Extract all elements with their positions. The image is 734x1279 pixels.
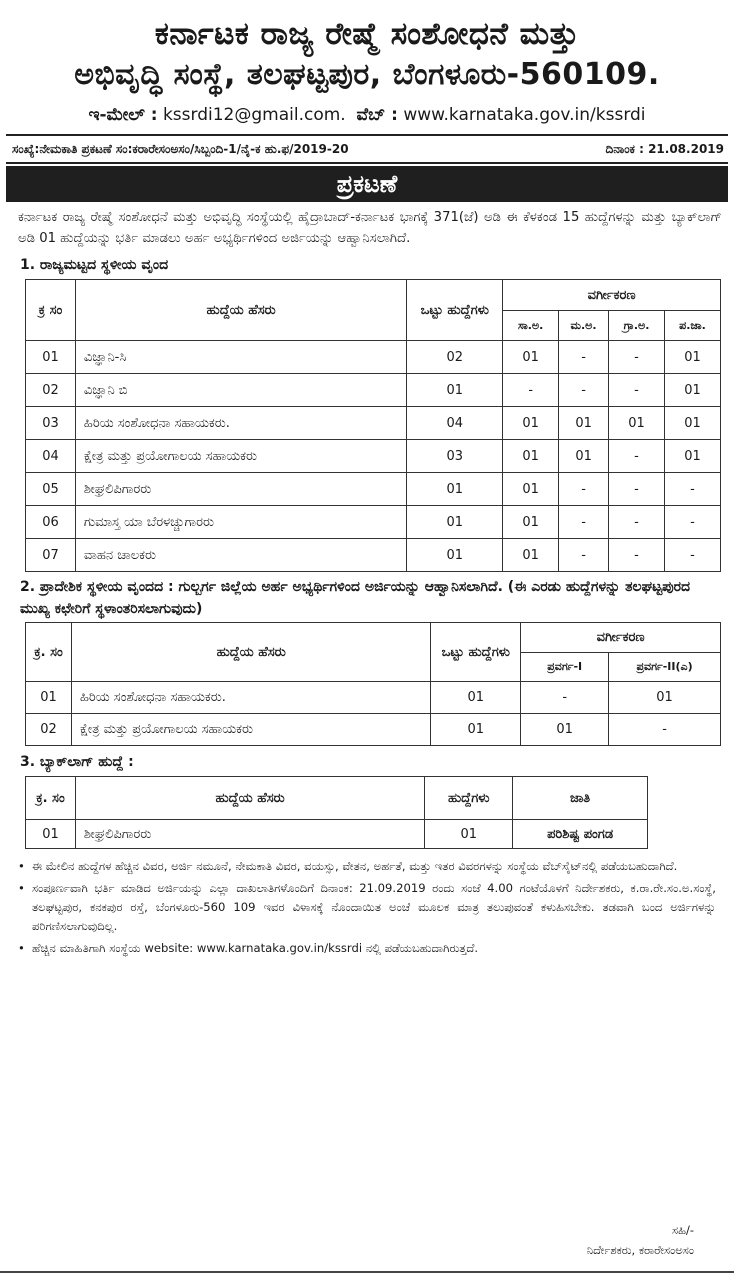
col-header-sub-1: ಸಾ.ಅ. [503,311,559,341]
col-header-total: ಒಟ್ಟು ಹುದ್ದೆಗಳು [407,280,503,341]
cell-sl: 01 [26,682,72,714]
cell-post-name: ವಾಹನ ಚಾಲಕರು [75,539,406,572]
t3-col-header-count: ಹುದ್ದೆಗಳು [425,777,513,820]
table-row [26,682,721,714]
cell-class-3: - [609,374,665,407]
cell-class-3: - [609,539,665,572]
org-title-line2: ಅಭಿವೃದ್ಧಿ ಸಂಸ್ಥೆ, ತಲಘಟ್ಟಪುರ, ಬೆಂಗಳೂರು-560109. [74,57,660,92]
cell-post-name: ಗುಮಾಸ್ತ ಯಾ ಬೆರಳಚ್ಚುಗಾರರು [75,506,406,539]
cell-post-name: ವಿಜ್ಞಾನಿ ಬಿ [75,374,406,407]
table-row [26,714,721,746]
reference-number: ಸಂಖ್ಯೆ:ನೇಮಕಾತಿ ಪ್ರಕಟಣೆ ಸಂ:ಕರಾರೇಸಂಅಸಂ/ಸಿಬ್ಬಂದಿ-1/ನೈ-ಕ ಹು.ಫ/2019-20 [12,142,349,156]
cell-total: 01 [407,473,503,506]
cell-class-2: - [559,341,609,374]
web-label: ವೆಬ್ : [356,105,398,125]
bullet-icon: • [18,941,25,955]
t3-col-header-post-name: ಹುದ್ದೆಯ ಹೆಸರು [75,777,424,820]
cell-class-2: - [559,374,609,407]
table-row [26,440,721,473]
col-header-sub-3: ಗ್ರಾ.ಅ. [609,311,665,341]
backlog-table [25,776,648,849]
table-row [26,341,721,374]
cell-sl: 02 [26,374,76,407]
t2-col-header-post-name: ಹುದ್ದೆಯ ಹೆಸರು [71,623,430,682]
cell-class-4: - [665,539,721,572]
col-header-sub-2: ಮ.ಅ. [559,311,609,341]
note-item [18,857,716,876]
signature-line2: ನಿರ್ದೇಶಕರು, ಕರಾರೇಸಂಅಸಂ [586,1243,694,1257]
cell-class-4: 01 [665,374,721,407]
cell-post-name: ಕ್ಷೇತ್ರ ಮತ್ತು ಪ್ರಯೋಗಾಲಯ ಸಹಾಯಕರು [71,714,430,746]
table-row [26,407,721,440]
cell-class-1: 01 [503,473,559,506]
section1-title: 1. ರಾಜ್ಯಮಟ್ಟದ ಸ್ಥಳೀಯ ವೃಂದ [20,257,169,273]
cell-total: 03 [407,440,503,473]
cell-sl: 04 [26,440,76,473]
cell-class-1: 01 [503,407,559,440]
bullet-icon: • [18,859,25,873]
cell-post-name: ವಿಜ್ಞಾನಿ-ಸಿ [75,341,406,374]
section2-title: 2. ಪ್ರಾದೇಶಿಕ ಸ್ಥಳೀಯ ವೃಂದದ : ಗುಲ್ಬರ್ಗ ಜಿಲ್ಲೆಯ ಅರ್ಹ ಅಭ್ಯರ್ಥಿಗಳಿಂದ ಅರ್ಜಿಯನ್ನು ಆಹ್ವಾನಿಸಲಾಗಿದೆ. (ಈ ಎರಡು ಹುದ್ದೆಗಳನ್ನು ತಲಘಟ್ಟಪುರದ ಮುಖ್ಯ ಕಛೇರಿಗೆ ಸ್ಥಳಾಂತರಿಸಲಾಗುವುದು) [20,579,691,617]
t2-col-header-sub-2: ಪ್ರವರ್ಗ-II(ಎ) [609,653,721,682]
cell-class-1: 01 [503,440,559,473]
intro-paragraph: ಕರ್ನಾಟಕ ರಾಜ್ಯ ರೇಷ್ಮೆ ಸಂಶೋಧನೆ ಮತ್ತು ಅಭಿವೃದ್ಧಿ ಸಂಸ್ಥೆಯಲ್ಲಿ ಹೈದ್ರಾಬಾದ್-ಕರ್ನಾಟಕ ಭಾಗಕ್ಕೆ 371(ಜೆ) ಅಡಿ ಈ ಕೆಳಕಂಡ 15 ಹುದ್ದೆಗಳನ್ನು ಮತ್ತು ಬ್ಯಾಕ್‌ಲಾಗ್ ಅಡಿ 01 ಹುದ್ದೆಯನ್ನು ಭರ್ತಿ ಮಾಡಲು ಅರ್ಹ ಅಭ್ಯರ್ಥಿಗಳಿಂದ ಅರ್ಜಿಯನ್ನು ಆಹ್ವಾನಿಸಲಾಗಿದೆ. [18,210,722,246]
t2-col-header-sl: ಕ್ರ. ಸಂ [26,623,72,682]
note-text-2: ಸಂಪೂರ್ಣವಾಗಿ ಭರ್ತಿ ಮಾಡಿದ ಅರ್ಜಿಯನ್ನು ಎಲ್ಲಾ ದಾಖಲಾತಿಗಳೊಂದಿಗೆ ದಿನಾಂಕ: 21.09.2019 ರಂದು ಸಂಜೆ 4.00 ಗಂಟೆಯೊಳಗೆ ನಿರ್ದೇಶಕರು, ಕ.ರಾ.ರೇ.ಸಂ.ಅ.ಸಂಸ್ಥೆ, ತಲಘಟ್ಟಪುರ, ಕನಕಪುರ ರಸ್ತೆ, ಬೆಂಗಳೂರು-560 109 ಇವರ ವಿಳಾಸಕ್ಕೆ ನೊಂದಾಯಿತ ಅಂಚೆ ಮೂಲಕ ಮಾತ್ರ ತಲುಪುವಂತೆ ಕಳುಹಿಸಬೇಕು. ತಡವಾಗಿ ಬಂದ ಅರ್ಜಿಗಳನ್ನು ಪರಿಗಣಿಸಲಾಗುವುದಿಲ್ಲ. [32,881,716,933]
table-row [26,820,648,849]
cell-class-2: - [559,506,609,539]
cell-class-4: 01 [665,341,721,374]
cell-class-4: - [665,506,721,539]
cell-class-2: - [609,714,721,746]
cell-sl: 02 [26,714,72,746]
notice-banner: ಪ್ರಕಟಣೆ [6,166,728,202]
table-row [26,539,721,572]
col-header-sl: ಕ್ರ ಸಂ [26,280,76,341]
cell-class-2: 01 [559,407,609,440]
cell-class-2: - [559,473,609,506]
table-row [26,374,721,407]
cell-post-name: ಹಿರಿಯ ಸಂಶೋಧನಾ ಸಹಾಯಕರು. [71,682,430,714]
cell-class-1: - [521,682,609,714]
cell-class-2: 01 [609,682,721,714]
cell-total: 04 [407,407,503,440]
cell-total: 01 [431,682,521,714]
note-text-3: ಹೆಚ್ಚಿನ ಮಾಹಿತಿಗಾಗಿ ಸಂಸ್ಥೆಯ website: www.karnataka.gov.in/kssrdi ನಲ್ಲಿ ಪಡೆಯಬಹುದಾಗಿರುತ್ತದೆ. [32,941,479,955]
cell-class-3: 01 [609,407,665,440]
note-item [18,939,716,958]
email-address: kssrdi12@gmail.com. [162,105,346,125]
cell-class-4: 01 [665,407,721,440]
notes-block [6,849,728,958]
cell-class-2: 01 [559,440,609,473]
bottom-divider [0,1271,734,1273]
cell-class-1: 01 [521,714,609,746]
notice-date: ದಿನಾಂಕ : 21.08.2019 [605,142,724,156]
cell-count: 01 [425,820,513,849]
col-header-classification: ವರ್ಗೀಕರಣ [503,280,721,311]
table-row [26,473,721,506]
section3-title: 3. ಬ್ಯಾಕ್‌ಲಾಗ್ ಹುದ್ದೆ : [20,754,134,770]
cell-class-1: - [503,374,559,407]
cell-sl: 01 [26,820,76,849]
t2-col-header-sub-1: ಪ್ರವರ್ಗ-I [521,653,609,682]
cell-total: 01 [407,506,503,539]
cell-post-name: ಹಿರಿಯ ಸಂಶೋಧನಾ ಸಹಾಯಕರು. [75,407,406,440]
cell-class-1: 01 [503,506,559,539]
cell-class-3: - [609,506,665,539]
signature-block [587,1220,694,1260]
cell-sl: 03 [26,407,76,440]
cell-class-3: - [609,440,665,473]
cell-class-1: 01 [503,341,559,374]
cell-sl: 07 [26,539,76,572]
reference-line [6,134,728,164]
regional-table [25,622,721,746]
cell-total: 01 [407,374,503,407]
col-header-sub-4: ಪ.ಜಾ. [665,311,721,341]
cell-class-4: 01 [665,440,721,473]
cell-class-1: 01 [503,539,559,572]
col-header-post-name: ಹುದ್ದೆಯ ಹೆಸರು [75,280,406,341]
t3-col-header-sl: ಕ್ರ. ಸಂ [26,777,76,820]
org-title-line1: ಕರ್ನಾಟಕ ರಾಜ್ಯ ರೇಷ್ಮೆ ಸಂಶೋಧನೆ ಮತ್ತು [154,16,580,52]
cell-caste: ಪರಿಶಿಷ್ಟ ಪಂಗಡ [513,820,648,849]
cell-sl: 05 [26,473,76,506]
cell-class-3: - [609,341,665,374]
contact-line [6,102,728,128]
cell-post-name: ಶೀಘ್ರಲಿಪಿಗಾರರು [75,473,406,506]
cell-total: 02 [407,341,503,374]
cell-total: 01 [431,714,521,746]
cell-post-name: ಕ್ಷೇತ್ರ ಮತ್ತು ಪ್ರಯೋಗಾಲಯ ಸಹಾಯಕರು [75,440,406,473]
t2-col-header-classification: ವರ್ಗೀಕರಣ [521,623,721,653]
signature-line1: ಸಹಿ/- [671,1223,694,1237]
cell-class-3: - [609,473,665,506]
t3-col-header-caste: ಜಾತಿ [513,777,648,820]
table-row [26,506,721,539]
state-level-table [25,279,721,572]
cell-class-2: - [559,539,609,572]
bullet-icon: • [18,881,25,895]
cell-class-4: - [665,473,721,506]
cell-post-name: ಶೀಘ್ರಲಿಪಿಗಾರರು [75,820,424,849]
note-text-1: ಈ ಮೇಲಿನ ಹುದ್ದೆಗಳ ಹೆಚ್ಚಿನ ವಿವರ, ಅರ್ಜಿ ನಮೂನೆ, ನೇಮಕಾತಿ ವಿವರ, ವಯಸ್ಸು, ವೇತನ, ಅರ್ಹತೆ, ಮತ್ತು ಇತರ ವಿವರಗಳನ್ನು ಸಂಸ್ಥೆಯ ವೆಬ್‌ಸೈಟ್‌ನಲ್ಲಿ ಪಡೆಯಬಹುದಾಗಿದೆ. [32,859,678,873]
email-label: ಇ-ಮೇಲ್ : [88,105,158,125]
note-item [18,879,716,936]
cell-sl: 06 [26,506,76,539]
cell-sl: 01 [26,341,76,374]
t2-col-header-total: ಒಟ್ಟು ಹುದ್ದೆಗಳು [431,623,521,682]
cell-total: 01 [407,539,503,572]
website-address: www.karnataka.gov.in/kssrdi [403,105,646,125]
